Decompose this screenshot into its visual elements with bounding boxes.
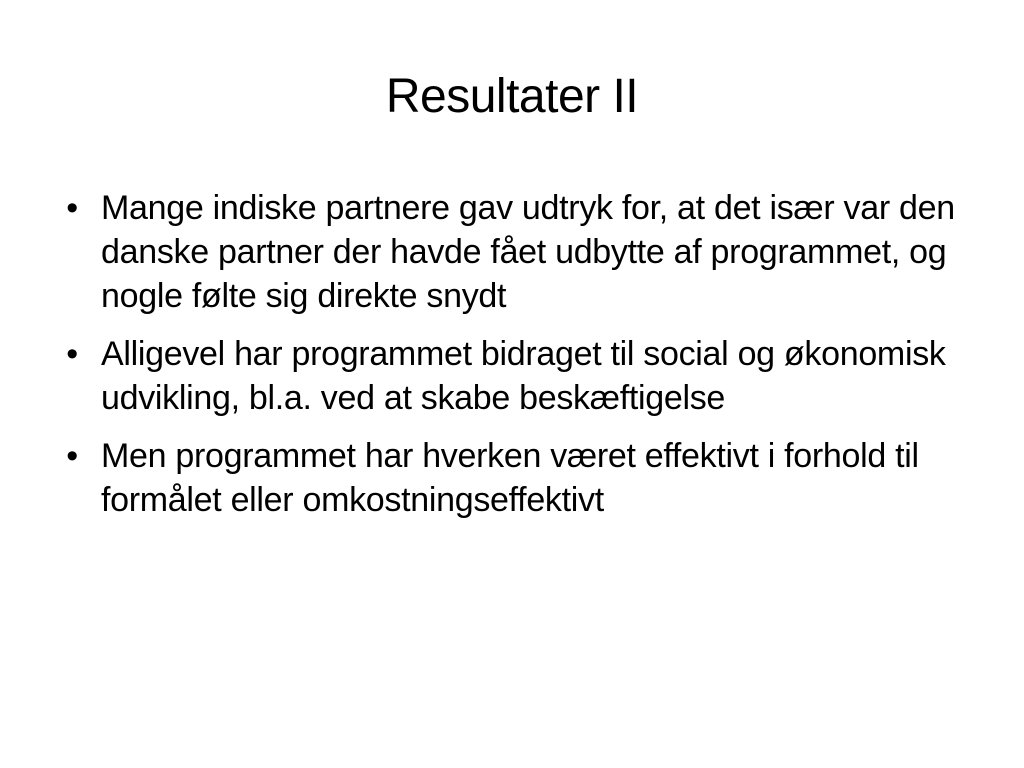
bullet-icon: • [66, 189, 78, 227]
bullet-text: Mange indiske partnere gav udtryk for, at det især var den danske partner der havde fået udbytte af programmet, og nogle følte sig direkte snydt [101, 189, 955, 315]
bullet-text: Alligevel har programmet bidraget til social og økonomisk udvikling, bl.a. ved at skabe beskæftigelse [101, 335, 946, 417]
bullet-icon: • [66, 437, 78, 475]
bullet-list [60, 186, 980, 536]
bullet-item [60, 434, 980, 522]
bullet-text: Men programmet har hverken været effektivt i forhold til formålet eller omkostningseffektivt [101, 437, 919, 519]
bullet-item [60, 332, 980, 420]
bullet-icon: • [66, 335, 78, 373]
bullet-item [60, 186, 980, 318]
slide-title: Resultater II [385, 70, 639, 123]
